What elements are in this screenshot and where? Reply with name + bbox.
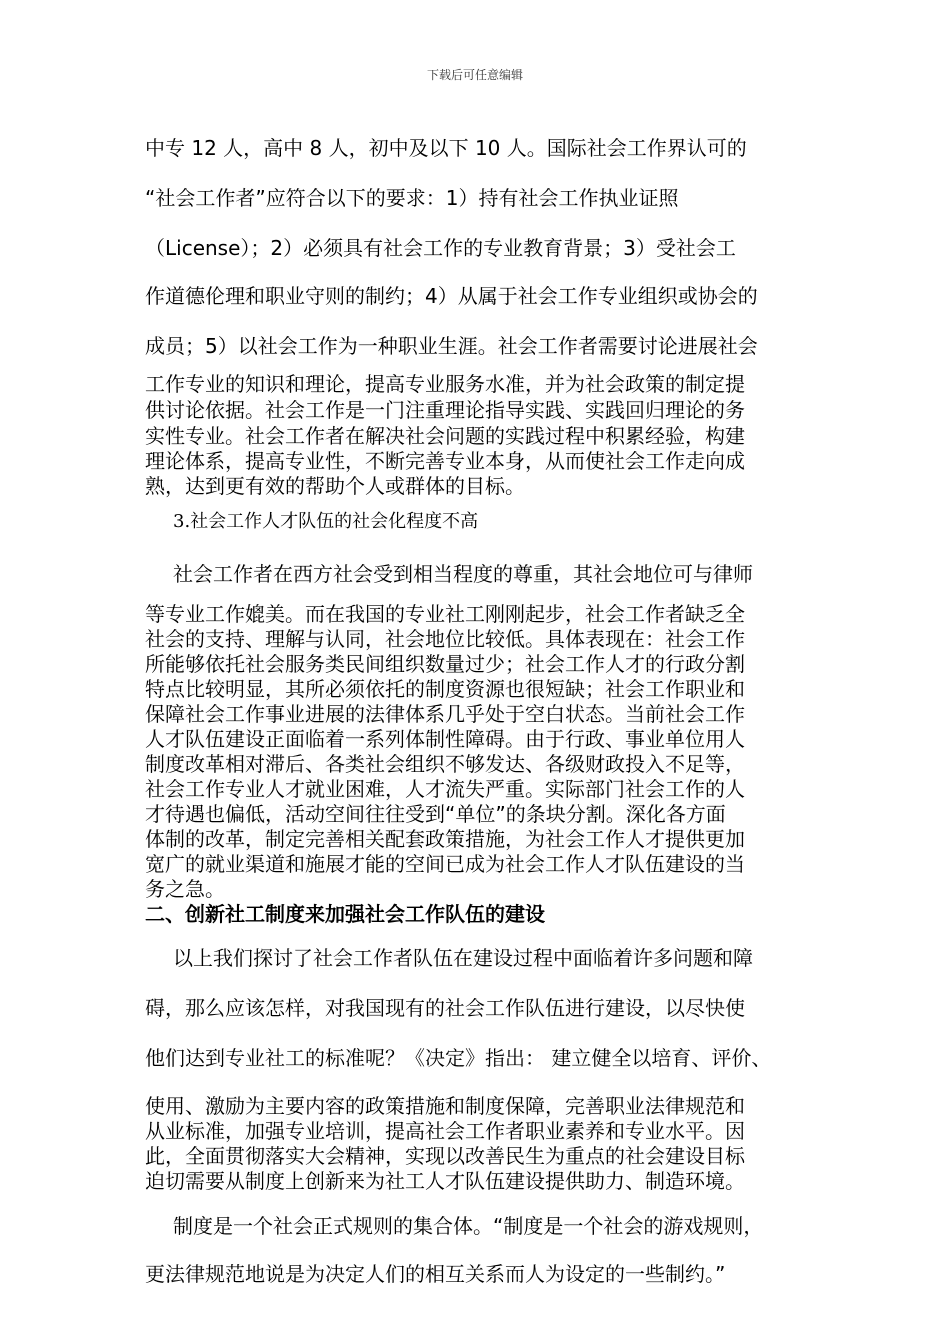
body-line: 以上我们探讨了社会工作者队伍在建设过程中面临着许多问题和障 xyxy=(173,946,753,970)
body-line: 成员；5）以社会工作为一种职业生涯。社会工作者需要讨论进展社会 xyxy=(145,334,758,358)
body-line: 使用、激励为主要内容的政策措施和制度保障，完善职业法律规范和 xyxy=(145,1094,745,1118)
body-line: 从业标准，加强专业培训，提高社会工作者职业素养和专业水平。因 xyxy=(145,1119,745,1143)
body-line: 供讨论依据。社会工作是一门注重理论指导实践、实践回归理论的务 xyxy=(145,398,745,422)
body-line: 等专业工作媲美。而在我国的专业社工刚刚起步，社会工作者缺乏全 xyxy=(145,602,745,626)
section-heading: 二、创新社工制度来加强社会工作队伍的建设 xyxy=(145,902,545,926)
body-line: 碍，那么应该怎样，对我国现有的社会工作队伍进行建设，以尽快使 xyxy=(145,996,745,1020)
body-line: 更法律规范地说是为决定人们的相互关系而人为设定的一些制约。” xyxy=(145,1262,726,1286)
body-line: 社会的支持、理解与认同，社会地位比较低。具体表现在：社会工作 xyxy=(145,627,745,651)
page-header: 下载后可任意编辑 xyxy=(426,68,523,82)
body-line: 体制的改革，制定完善相关配套政策措施，为社会工作人才提供更加 xyxy=(145,827,745,851)
body-line: 特点比较明显，其所必须依托的制度资源也很短缺；社会工作职业和 xyxy=(145,677,745,701)
body-line: 务之急。 xyxy=(145,877,225,901)
body-line: 此，全面贯彻落实大会精神，实现以改善民生为重点的社会建设目标 xyxy=(145,1144,745,1168)
body-line: （License）；2）必须具有社会工作的专业教育背景；3）受社会工 xyxy=(145,236,736,260)
body-line: 制度是一个社会正式规则的集合体。“制度是一个社会的游戏规则， xyxy=(173,1214,764,1238)
body-line: 熟，达到更有效的帮助个人或群体的目标。 xyxy=(145,474,525,498)
body-line: 中专 12 人，高中 8 人，初中及以下 10 人。国际社会工作界认可的 xyxy=(145,136,747,160)
body-line: 宽广的就业渠道和施展才能的空间已成为社会工作人才队伍建设的当 xyxy=(145,852,745,876)
body-line: 制度改革相对滞后、各类社会组织不够发达、各级财政投入不足等， xyxy=(145,752,745,776)
section-subheading: 3.社会工作人才队伍的社会化程度不高 xyxy=(173,511,479,532)
body-line: 迫切需要从制度上创新来为社工人才队伍建设提供助力、制造环境。 xyxy=(145,1169,745,1193)
body-line: “社会工作者”应符合以下的要求：1）持有社会工作执业证照 xyxy=(145,186,679,210)
body-line: 社会工作者在西方社会受到相当程度的尊重，其社会地位可与律师 xyxy=(173,562,753,586)
body-line: 保障社会工作事业进展的法律体系几乎处于空白状态。当前社会工作 xyxy=(145,702,745,726)
body-line: 工作专业的知识和理论，提高专业服务水准，并为社会政策的制定提 xyxy=(145,372,745,396)
body-line: 才待遇也偏低，活动空间往往受到“单位”的条块分割。深化各方面 xyxy=(145,802,726,826)
body-line: 所能够依托社会服务类民间组织数量过少；社会工作人才的行政分割 xyxy=(145,652,745,676)
body-line: 实性专业。社会工作者在解决社会问题的实践过程中积累经验，构建 xyxy=(145,424,745,448)
body-line: 人才队伍建设正面临着一系列体制性障碍。由于行政、事业单位用人 xyxy=(145,727,745,751)
body-line: 作道德伦理和职业守则的制约；4）从属于社会工作专业组织或协会的 xyxy=(145,284,758,308)
body-line: 社会工作专业人才就业困难，人才流失严重。实际部门社会工作的人 xyxy=(145,777,745,801)
body-line: 理论体系，提高专业性，不断完善专业本身，从而使社会工作走向成 xyxy=(145,449,745,473)
body-line: 他们达到专业社工的标准呢？《决定》指出： 建立健全以培育、评价、 xyxy=(145,1046,772,1070)
